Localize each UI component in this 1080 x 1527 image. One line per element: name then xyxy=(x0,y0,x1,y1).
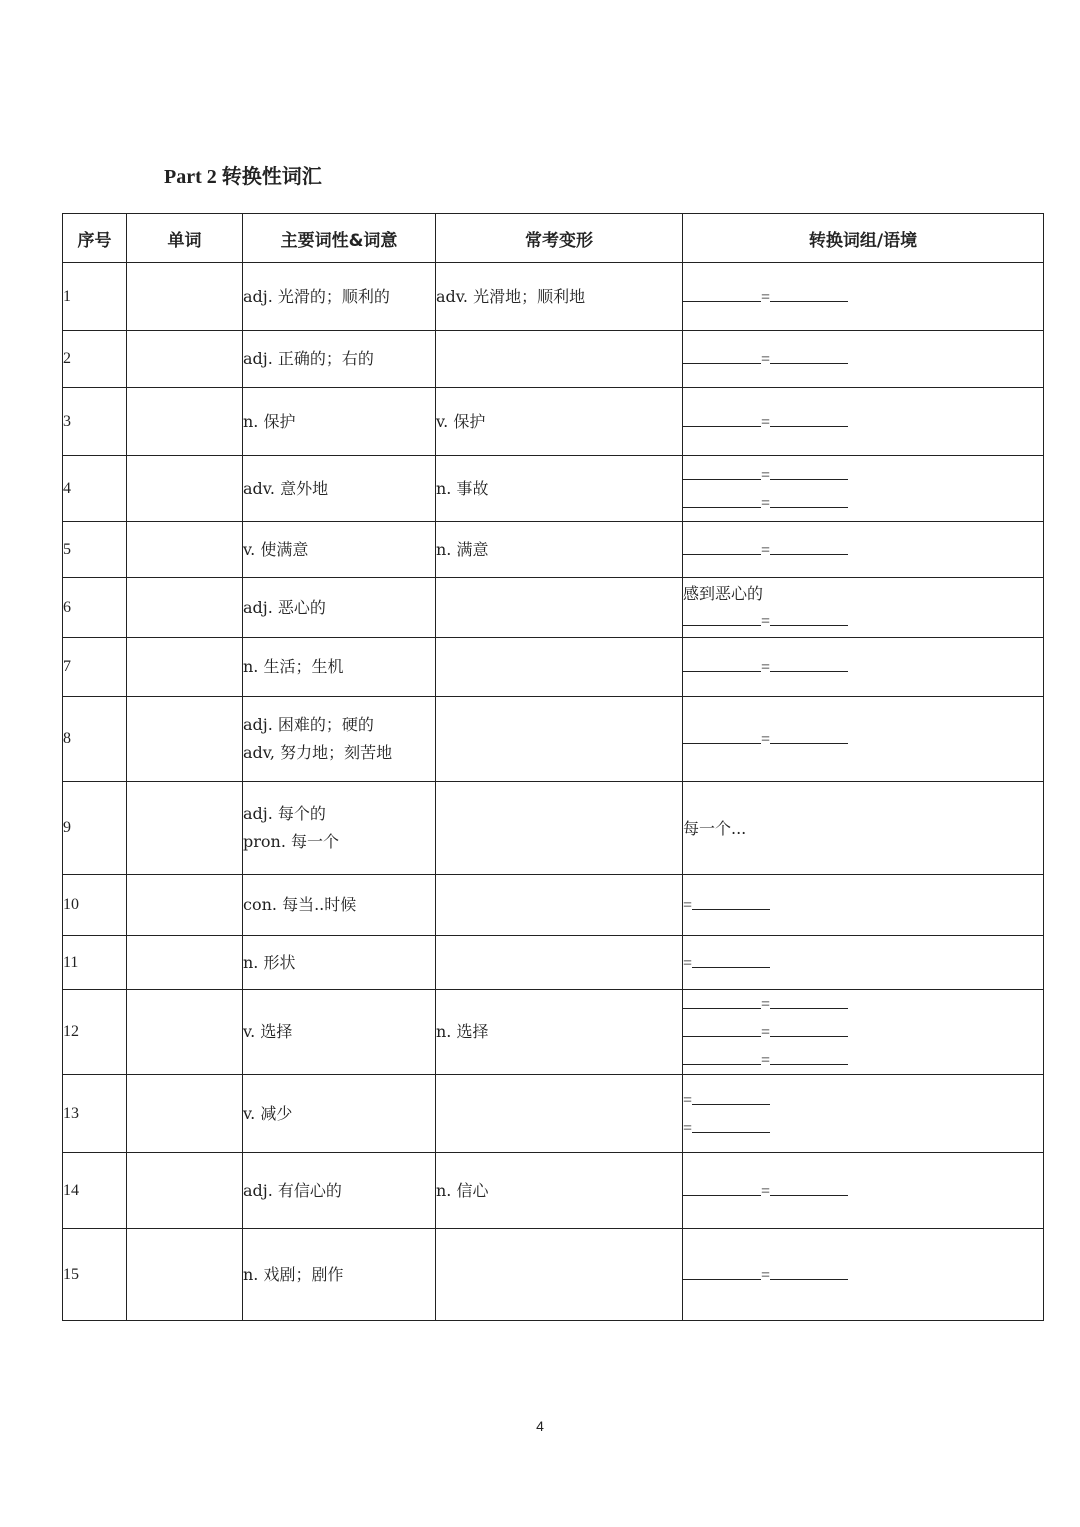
meaning-cell xyxy=(243,578,436,638)
blank-input[interactable] xyxy=(683,287,761,302)
equals-sign: = xyxy=(683,954,693,972)
answer-line xyxy=(683,1177,1043,1205)
blank-input[interactable] xyxy=(683,657,761,672)
blank-input[interactable] xyxy=(683,729,761,744)
meaning-text: adv. 意外地 xyxy=(243,478,329,498)
equals-sign: = xyxy=(761,1024,771,1041)
answer-label: 每一个... xyxy=(683,818,747,838)
equals-sign: = xyxy=(761,351,771,368)
table-row xyxy=(63,1153,1044,1229)
meaning-cell xyxy=(243,1075,436,1153)
row-number: 1 xyxy=(63,263,127,331)
meaning-text: adv, 努力地；刻苦地 xyxy=(243,743,393,762)
row-number: 7 xyxy=(63,638,127,697)
phrase-cell xyxy=(683,697,1044,782)
meaning-cell xyxy=(243,388,436,456)
variant-cell: n. 信心 xyxy=(436,1153,683,1229)
blank-input[interactable] xyxy=(683,1265,761,1280)
meaning-text: adj. 恶心的 xyxy=(243,597,326,617)
word-cell[interactable] xyxy=(127,1153,243,1229)
variant-cell: v. 保护 xyxy=(436,388,683,456)
variant-cell xyxy=(436,1229,683,1321)
phrase-cell xyxy=(683,456,1044,522)
meaning-text: n. 生活；生机 xyxy=(243,657,344,676)
equals-sign: = xyxy=(683,1119,693,1137)
row-number: 8 xyxy=(63,697,127,782)
table-row xyxy=(63,638,1044,697)
variant-cell xyxy=(436,331,683,388)
blank-input[interactable] xyxy=(683,994,761,1009)
phrase-cell xyxy=(683,936,1044,990)
meaning-text: n. 戏剧；剧作 xyxy=(243,1264,344,1284)
row-number: 11 xyxy=(63,936,127,990)
equals-sign: = xyxy=(761,996,771,1013)
row-number: 13 xyxy=(63,1075,127,1153)
answer-line xyxy=(683,1018,1043,1046)
variant-cell: adv. 光滑地；顺利地 xyxy=(436,263,683,331)
phrase-cell xyxy=(683,1153,1044,1229)
variant-cell xyxy=(436,782,683,875)
answer-line xyxy=(683,1261,1043,1289)
blank-input[interactable] xyxy=(770,657,848,672)
word-cell[interactable] xyxy=(127,331,243,388)
blank-input[interactable] xyxy=(770,611,848,626)
blank-input[interactable] xyxy=(683,493,761,508)
meaning-text: n. 保护 xyxy=(243,411,296,431)
answer-line xyxy=(683,408,1043,436)
blank-input[interactable] xyxy=(770,1022,848,1037)
word-cell[interactable] xyxy=(127,875,243,936)
row-number: 6 xyxy=(63,578,127,638)
row-number: 14 xyxy=(63,1153,127,1229)
blank-input[interactable] xyxy=(692,1118,770,1133)
word-cell[interactable] xyxy=(127,936,243,990)
phrase-cell xyxy=(683,875,1044,936)
table-row xyxy=(63,522,1044,578)
answer-label: 感到恶心的 xyxy=(683,584,764,603)
meaning-cell xyxy=(243,697,436,782)
phrase-cell xyxy=(683,1075,1044,1153)
answer-line xyxy=(683,1114,1043,1142)
blank-input[interactable] xyxy=(770,349,848,364)
answer-line xyxy=(683,536,1043,564)
meaning-text: con. 每当..时候 xyxy=(243,895,357,914)
answer-line xyxy=(683,653,1043,681)
equals-sign: = xyxy=(761,541,771,559)
row-number: 12 xyxy=(63,990,127,1075)
header-word: 单词 xyxy=(127,214,243,263)
answer-line xyxy=(683,489,1043,517)
table-row xyxy=(63,697,1044,782)
blank-input[interactable] xyxy=(770,1265,848,1280)
phrase-cell xyxy=(683,522,1044,578)
header-phrase: 转换词组/语境 xyxy=(683,214,1044,263)
table-row xyxy=(63,782,1044,875)
phrase-cell xyxy=(683,263,1044,331)
variant-cell xyxy=(436,1075,683,1153)
equals-sign: = xyxy=(761,1266,771,1284)
blank-input[interactable] xyxy=(770,465,848,480)
table-row xyxy=(63,263,1044,331)
page-number: 4 xyxy=(536,1418,544,1434)
blank-input[interactable] xyxy=(683,349,761,364)
variant-cell xyxy=(436,697,683,782)
equals-sign: = xyxy=(761,413,771,431)
table-row xyxy=(63,1075,1044,1153)
equals-sign: = xyxy=(761,659,771,676)
meaning-cell xyxy=(243,1153,436,1229)
blank-input[interactable] xyxy=(683,465,761,480)
answer-line xyxy=(683,607,1043,635)
variant-cell xyxy=(436,875,683,936)
blank-input[interactable] xyxy=(692,953,770,968)
equals-sign: = xyxy=(761,1182,771,1200)
header-variant: 常考变形 xyxy=(436,214,683,263)
table-row xyxy=(63,936,1044,990)
meaning-cell xyxy=(243,1229,436,1321)
meaning-text: pron. 每一个 xyxy=(243,832,340,851)
row-number: 15 xyxy=(63,1229,127,1321)
equals-sign: = xyxy=(683,897,693,914)
table-row xyxy=(63,331,1044,388)
word-cell[interactable] xyxy=(127,1075,243,1153)
equals-sign: = xyxy=(761,288,771,306)
word-cell[interactable] xyxy=(127,638,243,697)
variant-cell: n. 事故 xyxy=(436,456,683,522)
equals-sign: = xyxy=(683,1091,693,1109)
phrase-cell xyxy=(683,578,1044,638)
blank-input[interactable] xyxy=(683,1022,761,1037)
variant-cell xyxy=(436,638,683,697)
row-number: 3 xyxy=(63,388,127,456)
row-number: 4 xyxy=(63,456,127,522)
meaning-text: adj. 有信心的 xyxy=(243,1180,342,1200)
row-number: 9 xyxy=(63,782,127,875)
meaning-cell xyxy=(243,782,436,875)
meaning-text: adj. 正确的；右的 xyxy=(243,349,374,368)
header-number: 序号 xyxy=(63,214,127,263)
equals-sign: = xyxy=(761,613,771,630)
section-title: Part 2 转换性词汇 xyxy=(164,166,322,188)
equals-sign: = xyxy=(761,494,771,512)
word-cell[interactable] xyxy=(127,388,243,456)
variant-cell xyxy=(436,578,683,638)
variant-cell: n. 满意 xyxy=(436,522,683,578)
variant-cell: n. 选择 xyxy=(436,990,683,1075)
vocabulary-table xyxy=(62,213,1044,1321)
answer-line xyxy=(683,1086,1043,1114)
meaning-text: v. 使满意 xyxy=(243,539,309,559)
meaning-cell xyxy=(243,936,436,990)
answer-line xyxy=(683,891,1043,919)
blank-input[interactable] xyxy=(683,1050,761,1065)
word-cell[interactable] xyxy=(127,990,243,1075)
phrase-cell xyxy=(683,638,1044,697)
answer-line xyxy=(683,1046,1043,1074)
equals-sign: = xyxy=(761,466,771,484)
blank-input[interactable] xyxy=(770,1050,848,1065)
table-row xyxy=(63,456,1044,522)
equals-sign: = xyxy=(761,1052,771,1069)
table-row xyxy=(63,578,1044,638)
meaning-cell xyxy=(243,522,436,578)
meaning-text: adj. 每个的 xyxy=(243,804,326,823)
answer-line xyxy=(683,580,1043,607)
blank-input[interactable] xyxy=(683,412,761,427)
word-cell[interactable] xyxy=(127,782,243,875)
table-row xyxy=(63,875,1044,936)
word-cell[interactable] xyxy=(127,578,243,638)
table-body xyxy=(63,263,1044,1321)
meaning-cell xyxy=(243,638,436,697)
equals-sign: = xyxy=(761,731,771,748)
blank-input[interactable] xyxy=(770,1181,848,1196)
answer-line xyxy=(683,815,1043,842)
blank-input[interactable] xyxy=(692,1090,770,1105)
blank-input[interactable] xyxy=(770,994,848,1009)
blank-input[interactable] xyxy=(770,412,848,427)
blank-input[interactable] xyxy=(683,611,761,626)
meaning-cell xyxy=(243,263,436,331)
blank-input[interactable] xyxy=(770,540,848,555)
table-header-row xyxy=(63,214,1044,263)
meaning-text: v. 选择 xyxy=(243,1022,293,1041)
answer-line xyxy=(683,283,1043,311)
row-number: 10 xyxy=(63,875,127,936)
phrase-cell xyxy=(683,1229,1044,1321)
blank-input[interactable] xyxy=(692,895,770,910)
phrase-cell xyxy=(683,782,1044,875)
blank-input[interactable] xyxy=(683,1181,761,1196)
word-cell[interactable] xyxy=(127,263,243,331)
table-row xyxy=(63,1229,1044,1321)
answer-line xyxy=(683,725,1043,753)
meaning-cell xyxy=(243,875,436,936)
blank-input[interactable] xyxy=(770,493,848,508)
phrase-cell xyxy=(683,331,1044,388)
header-meaning: 主要词性&词意 xyxy=(243,214,436,263)
blank-input[interactable] xyxy=(770,729,848,744)
meaning-cell xyxy=(243,990,436,1075)
word-cell[interactable] xyxy=(127,1229,243,1321)
answer-line xyxy=(683,949,1043,977)
blank-input[interactable] xyxy=(770,287,848,302)
meaning-text: adj. 光滑的；顺利的 xyxy=(243,286,390,306)
meaning-text: v. 减少 xyxy=(243,1103,293,1123)
table-row xyxy=(63,388,1044,456)
word-cell[interactable] xyxy=(127,697,243,782)
meaning-text: n. 形状 xyxy=(243,952,296,972)
variant-cell xyxy=(436,936,683,990)
phrase-cell xyxy=(683,388,1044,456)
table-row xyxy=(63,990,1044,1075)
meaning-text: adj. 困难的；硬的 xyxy=(243,715,374,734)
word-cell[interactable] xyxy=(127,522,243,578)
blank-input[interactable] xyxy=(683,540,761,555)
phrase-cell xyxy=(683,990,1044,1075)
answer-line xyxy=(683,345,1043,373)
meaning-cell xyxy=(243,456,436,522)
word-cell[interactable] xyxy=(127,456,243,522)
row-number: 2 xyxy=(63,331,127,388)
row-number: 5 xyxy=(63,522,127,578)
meaning-cell xyxy=(243,331,436,388)
answer-line xyxy=(683,990,1043,1018)
answer-line xyxy=(683,461,1043,489)
